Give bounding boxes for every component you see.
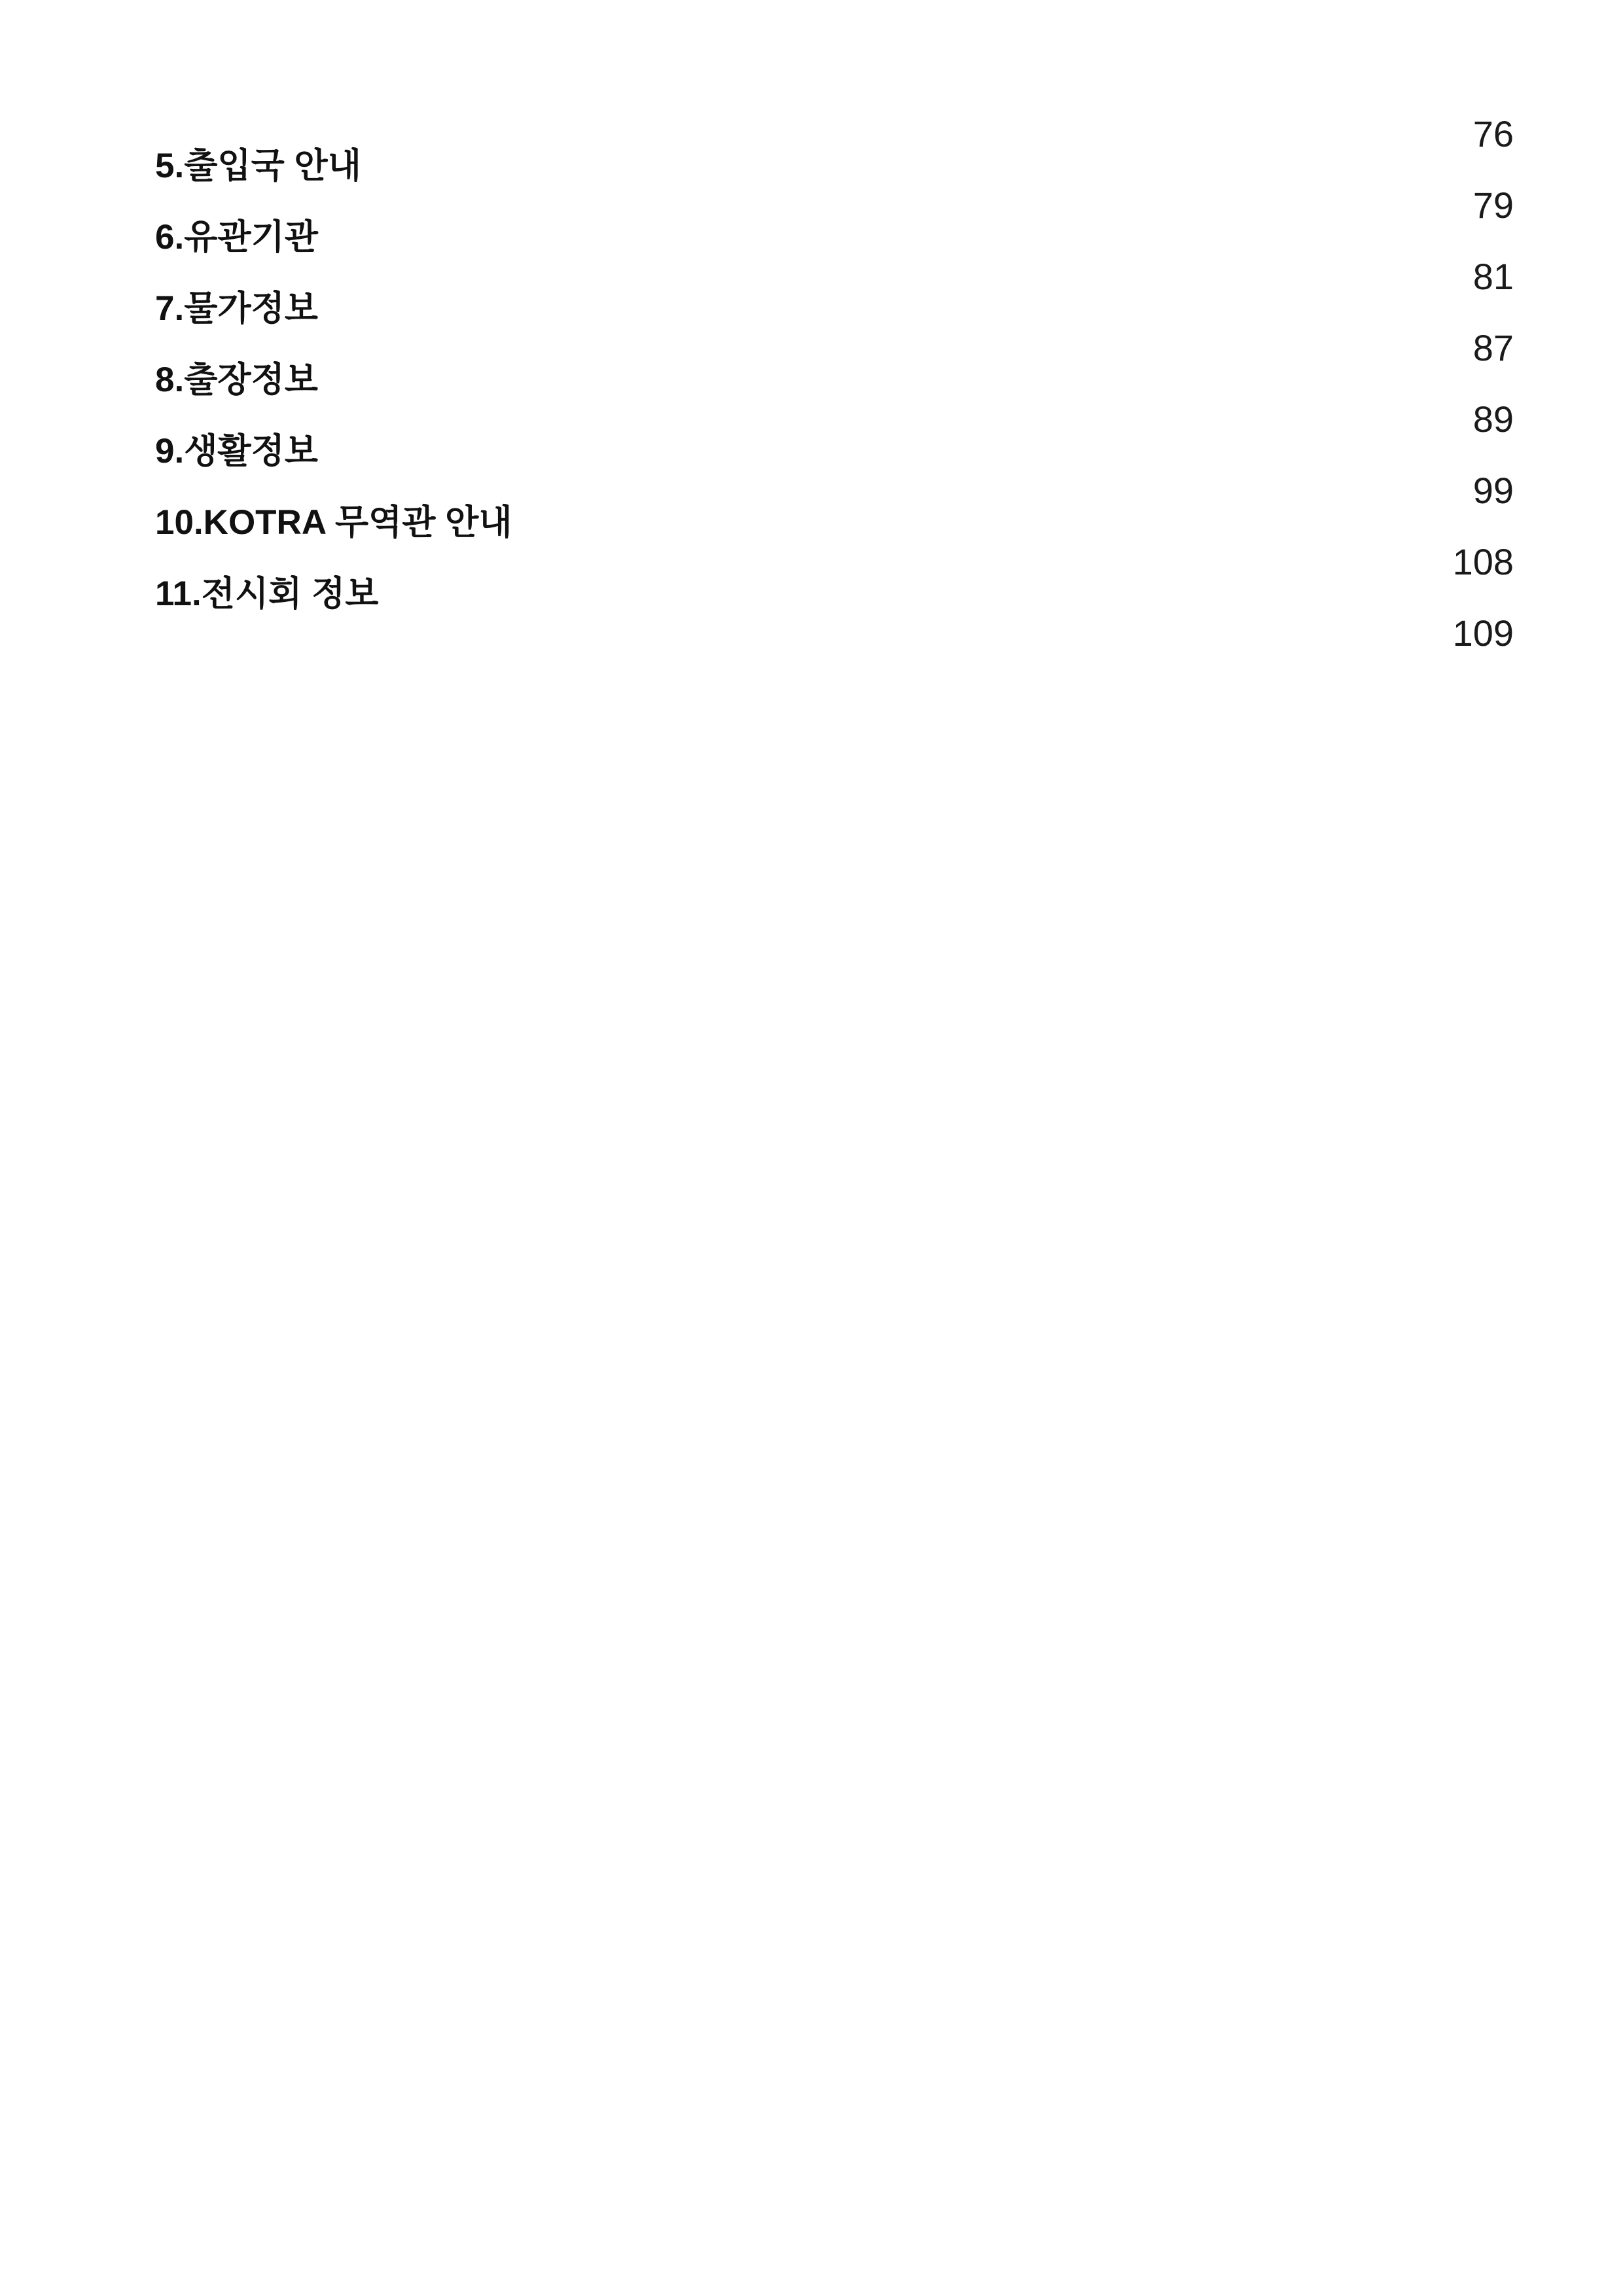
toc-item-10: 10.KOTRA 무역관 안내	[155, 503, 512, 542]
toc-item-7: 7.물가정보	[155, 289, 318, 328]
toc-item-6: 6.유관기관	[155, 218, 318, 256]
page-number-89: 89	[1472, 398, 1514, 440]
page-number-76: 76	[1472, 113, 1514, 154]
page-number-79: 79	[1472, 185, 1514, 226]
toc-item-5: 5.출입국 안내	[155, 147, 361, 185]
page-number-99: 99	[1472, 470, 1514, 511]
toc-item-11: 11.전시회 정보	[155, 574, 379, 613]
page-number-81: 81	[1472, 256, 1514, 297]
page-number-87: 87	[1472, 327, 1514, 368]
page-number-108: 108	[1452, 541, 1514, 582]
page-number-trailing-109: 109	[1452, 612, 1514, 654]
toc-item-8: 8.출장정보	[155, 361, 318, 399]
toc-item-9: 9.생활정보	[155, 432, 318, 470]
